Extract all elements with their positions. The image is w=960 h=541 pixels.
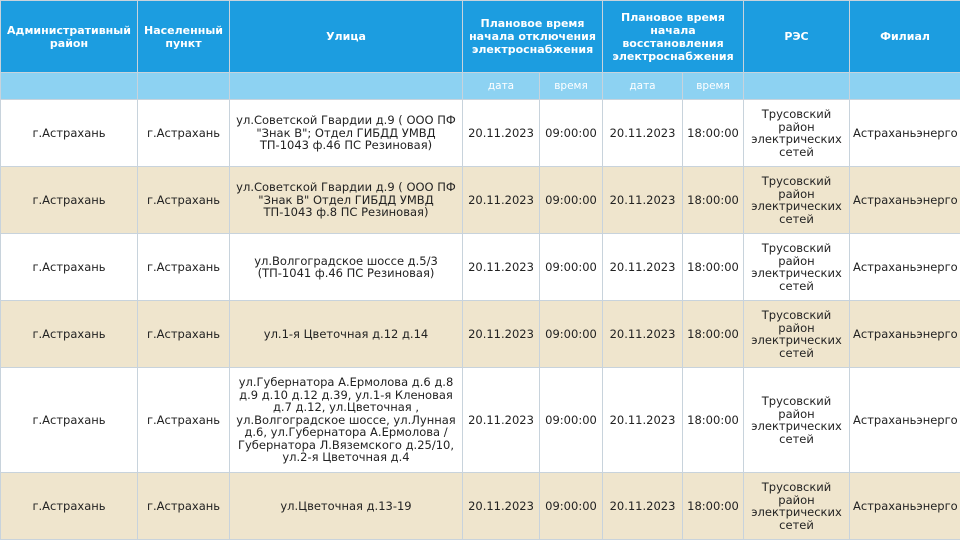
cell-branch: Астраханьэнерго: [850, 100, 960, 167]
col-settlement: Населенный пункт: [138, 1, 230, 73]
table-row: [1, 167, 960, 234]
cell-district: г.Астрахань: [1, 167, 138, 234]
cell-district: г.Астрахань: [1, 100, 138, 167]
table-row: [1, 473, 960, 540]
cell-off-time: 09:00:00: [540, 100, 603, 167]
table-row: [1, 100, 960, 167]
subheader-empty: [850, 73, 960, 100]
cell-street: ул.Советской Гвардии д.9 ( ООО ПФ "Знак В"; Отдел ГИБДД УМВД ТП-1043 ф.46 ПС Резиновая): [230, 100, 463, 167]
cell-on-time: 18:00:00: [683, 167, 744, 234]
col-restore-time: Плановое время начала восстановления электроснабжения: [603, 1, 744, 73]
cell-off-time: 09:00:00: [540, 368, 603, 473]
col-res: РЭС: [744, 1, 850, 73]
cell-on-time: 18:00:00: [683, 473, 744, 540]
subheader-empty: [230, 73, 463, 100]
table-row: [1, 301, 960, 368]
cell-res: Трусовский район электрических сетей: [744, 473, 850, 540]
cell-district: г.Астрахань: [1, 473, 138, 540]
cell-on-date: 20.11.2023: [603, 301, 683, 368]
cell-res: Трусовский район электрических сетей: [744, 234, 850, 301]
subheader-empty: [138, 73, 230, 100]
cell-on-time: 18:00:00: [683, 368, 744, 473]
subheader-row: [1, 73, 960, 100]
cell-off-date: 20.11.2023: [463, 301, 540, 368]
table-row: [1, 234, 960, 301]
cell-res: Трусовский район электрических сетей: [744, 301, 850, 368]
cell-res: Трусовский район электрических сетей: [744, 100, 850, 167]
cell-off-date: 20.11.2023: [463, 234, 540, 301]
cell-on-date: 20.11.2023: [603, 100, 683, 167]
subheader-empty: [1, 73, 138, 100]
cell-street: ул.Волгоградское шоссе д.5/3 (ТП-1041 ф.46 ПС Резиновая): [230, 234, 463, 301]
cell-branch: Астраханьэнерго: [850, 167, 960, 234]
cell-settlement: г.Астрахань: [138, 234, 230, 301]
cell-on-date: 20.11.2023: [603, 473, 683, 540]
cell-settlement: г.Астрахань: [138, 301, 230, 368]
cell-branch: Астраханьэнерго: [850, 301, 960, 368]
cell-off-time: 09:00:00: [540, 167, 603, 234]
cell-district: г.Астрахань: [1, 234, 138, 301]
cell-off-time: 09:00:00: [540, 473, 603, 540]
cell-off-date: 20.11.2023: [463, 473, 540, 540]
cell-off-time: 09:00:00: [540, 234, 603, 301]
cell-settlement: г.Астрахань: [138, 167, 230, 234]
col-outage-start: Плановое время начала отключения электроснабжения: [463, 1, 603, 73]
subheader-date: дата: [603, 73, 683, 100]
col-street: Улица: [230, 1, 463, 73]
cell-settlement: г.Астрахань: [138, 368, 230, 473]
cell-district: г.Астрахань: [1, 368, 138, 473]
cell-off-date: 20.11.2023: [463, 167, 540, 234]
subheader-time: время: [540, 73, 603, 100]
cell-street: ул.Губернатора А.Ермолова д.6 д.8 д.9 д.10 д.12 д.39, ул.1-я Кленовая д.7 д.12, ул.Цветочная , ул.Волгоградское шоссе, ул.Лунная д.6, ул.Губернатора А.Ермолова / Губернатора Л.Вяземского д.25/10, ул.2-я Цветочная д.4: [230, 368, 463, 473]
cell-street: ул.Советской Гвардии д.9 ( ООО ПФ "Знак В" Отдел ГИБДД УМВД ТП-1043 ф.8 ПС Резиновая): [230, 167, 463, 234]
cell-branch: Астраханьэнерго: [850, 234, 960, 301]
cell-street: ул.1-я Цветочная д.12 д.14: [230, 301, 463, 368]
col-admin-district: Административный район: [1, 1, 138, 73]
cell-on-date: 20.11.2023: [603, 167, 683, 234]
cell-settlement: г.Астрахань: [138, 473, 230, 540]
cell-on-date: 20.11.2023: [603, 368, 683, 473]
header-row: [1, 1, 960, 73]
cell-on-time: 18:00:00: [683, 301, 744, 368]
cell-res: Трусовский район электрических сетей: [744, 368, 850, 473]
cell-on-time: 18:00:00: [683, 100, 744, 167]
cell-off-time: 09:00:00: [540, 301, 603, 368]
cell-off-date: 20.11.2023: [463, 368, 540, 473]
cell-settlement: г.Астрахань: [138, 100, 230, 167]
subheader-date: дата: [463, 73, 540, 100]
cell-street: ул.Цветочная д.13-19: [230, 473, 463, 540]
col-branch: Филиал: [850, 1, 960, 73]
cell-off-date: 20.11.2023: [463, 100, 540, 167]
cell-on-date: 20.11.2023: [603, 234, 683, 301]
cell-branch: Астраханьэнерго: [850, 368, 960, 473]
table-row: [1, 368, 960, 473]
cell-district: г.Астрахань: [1, 301, 138, 368]
subheader-empty: [744, 73, 850, 100]
cell-res: Трусовский район электрических сетей: [744, 167, 850, 234]
subheader-time: время: [683, 73, 744, 100]
cell-on-time: 18:00:00: [683, 234, 744, 301]
cell-branch: Астраханьэнерго: [850, 473, 960, 540]
